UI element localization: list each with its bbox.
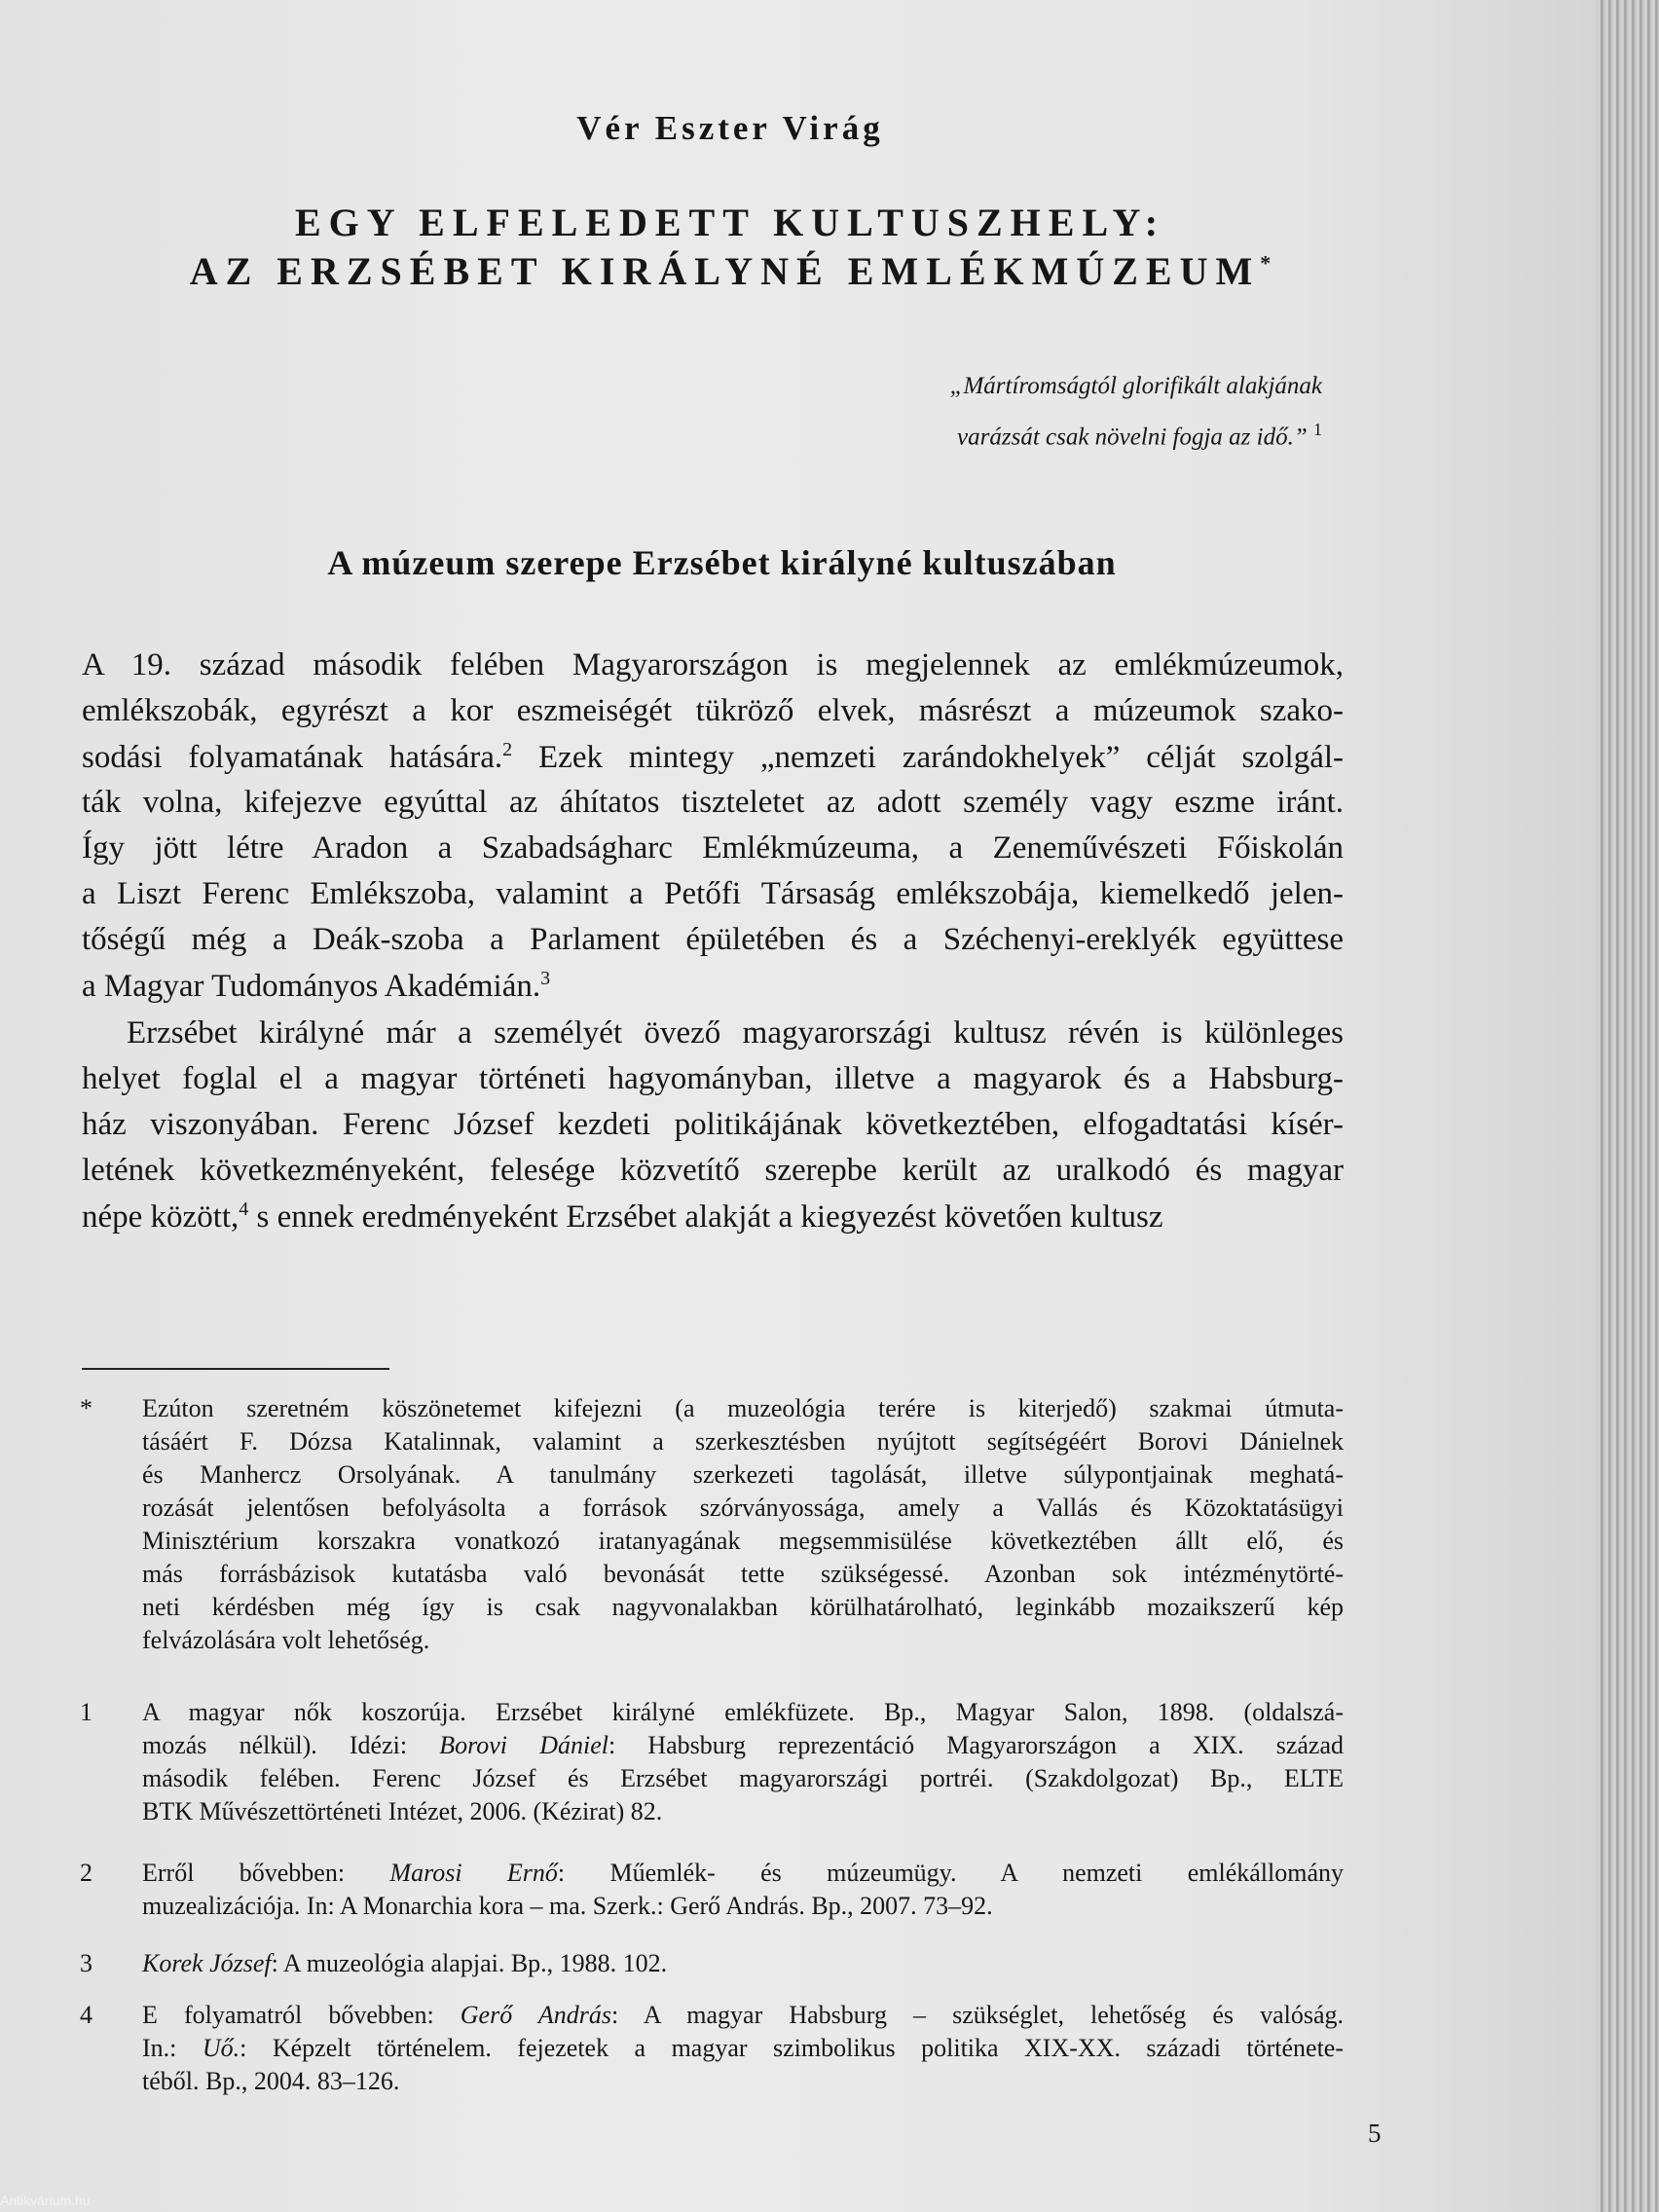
author-name: Vér Eszter Virág <box>576 109 884 147</box>
footnote-line <box>142 1859 1344 1888</box>
text-span: : Képzelt történelem. fejezetek a magyar szimbolikus politika XIX-XX. századi története- <box>240 2034 1344 2062</box>
footnote-line <box>142 2001 1344 2030</box>
text-span: Erzsébet királyné már a személyét övező magyarországi kultusz révén is különleges <box>127 1015 1344 1051</box>
text-span: A magyar nők koszorúja. Erzsébet királyné emlékfüzete. Bp., Magyar Salon, 1898. (oldalszá- <box>142 1698 1344 1726</box>
footnote-line <box>142 1460 1344 1490</box>
text-span: Minisztérium korszakra vonatkozó iratanyagának megsemmisülése következtében állt elő, és <box>142 1527 1344 1555</box>
footnote-ref: 2 <box>502 739 513 760</box>
footnote-line <box>142 1427 1344 1456</box>
text-span: más forrásbázisok kutatásba való bevonását tette szükségessé. Azonban sok intézménytörté- <box>142 1560 1344 1588</box>
title-footnote-mark: * <box>1260 250 1272 276</box>
text-span: a Liszt Ferenc Emlékszoba, valamint a Petőfi Társaság emlékszobája, kiemelkedő jelen- <box>82 876 1344 911</box>
body-line <box>82 968 1344 1005</box>
footnote-line <box>142 1527 1344 1556</box>
text-span: rozását jelentősen befolyásolta a források szórványossága, amely a Vallás és Közoktatásügyi <box>142 1493 1344 1522</box>
article-title-line-2: AZ ERZSÉBET KIRÁLYNÉ EMLÉKMÚZEUM* <box>189 249 1272 293</box>
watermark: Antikvárium.hu <box>0 2193 91 2208</box>
text-span: s ennek eredményeként Erzsébet alakját a kiegyezést követően kultusz <box>248 1199 1163 1235</box>
text-span: mozás nélkül). Idézi: <box>142 1731 440 1759</box>
page-number: 5 <box>1368 2119 1382 2148</box>
footnote-author: Korek József <box>142 1949 272 1977</box>
text-span: Ezúton szeretném köszönetemet kifejezni (a muzeológia terére is kiterjedő) szakmai útmuta- <box>142 1394 1344 1422</box>
text-span: emlékszobák, egyrészt a kor eszmeiségét tükröző elvek, másrészt a múzeumok szako- <box>82 693 1344 728</box>
footnote-ref: 3 <box>540 968 551 989</box>
footnote-line <box>142 1560 1344 1589</box>
footnote-mark: 3 <box>80 1949 92 1977</box>
footnote-line <box>142 1764 1344 1793</box>
body-line <box>82 785 1344 821</box>
body-line <box>82 1153 1344 1189</box>
text-span: ház viszonyában. Ferenc József kezdeti politikájának következtében, elfogadtatási kísér- <box>82 1107 1344 1142</box>
text-span: sodási folyamatának hatására. <box>82 740 503 775</box>
footnote-line <box>142 2034 1344 2063</box>
footnote-mark: 1 <box>80 1698 92 1726</box>
footnote-mark: 2 <box>80 1859 92 1887</box>
text-span: második felében. Ferenc József és Erzsébet magyarországi portréi. (Szakdolgozat) Bp., ELTE <box>142 1764 1344 1792</box>
article-title-line-1: EGY ELFELEDETT KULTUSZHELY: <box>294 201 1166 244</box>
body-line <box>82 739 1344 776</box>
footnote-author: Marosi Ernő <box>389 1859 558 1887</box>
footnote-author: Borovi Dániel <box>439 1731 608 1759</box>
text-span: népe között, <box>82 1199 240 1235</box>
text-span: Így jött létre Aradon a Szabadságharc Emlékmúzeuma, a Zeneművészeti Főiskolán <box>82 830 1344 866</box>
footnote-separator <box>82 1368 389 1370</box>
body-line <box>82 876 1344 912</box>
text-span: A 19. század második felében Magyarországon is megjelennek az emlékmúzeumok, <box>82 647 1344 682</box>
body-line <box>82 1198 1344 1235</box>
footnote-line <box>142 1797 1344 1826</box>
body-line <box>82 693 1344 729</box>
motto-line-2: varázsát csak növelni fogja az idő.” $^1$ <box>957 420 1322 451</box>
body-line <box>82 1061 1344 1097</box>
text-span: és Manhercz Orsolyának. A tanulmány szerkezeti tagolását, illetve súlypontjainak meghatá- <box>142 1460 1344 1489</box>
footnote-line <box>142 1892 1344 1921</box>
text-span: : A muzeológia alapjai. Bp., 1988. 102. <box>271 1949 668 1977</box>
footnote-ref: 4 <box>239 1198 249 1220</box>
page-stack-edge <box>1597 0 1659 2212</box>
text-span: tőségű még a Deák-szoba a Parlament épületében és a Széchenyi-ereklyék együttese <box>82 922 1344 957</box>
text-span: muzealizációja. In: A Monarchia kora – ma. Szerk.: Gerő András. Bp., 2007. 73–92. <box>142 1892 993 1920</box>
text-span: E folyamatról bővebben: <box>142 2001 461 2029</box>
text-span: helyet foglal el a magyar történeti hagyományban, illetve a magyarok és a Habsburg- <box>82 1061 1344 1096</box>
text-span: BTK Művészettörténeti Intézet, 2006. (Kézirat) 82. <box>142 1797 663 1825</box>
body-line <box>82 647 1344 683</box>
body-line <box>127 1015 1344 1051</box>
text-span: : Műemlék- és múzeumügy. A nemzeti emlékállomány <box>557 1859 1344 1887</box>
footnote-line <box>142 1493 1344 1523</box>
footnote-line <box>142 1698 1344 1727</box>
footnote-author: Gerő András <box>460 2001 611 2029</box>
footnote-author: Uő. <box>202 2034 240 2062</box>
footnote-mark: * <box>80 1394 92 1422</box>
footnote-line <box>142 1731 1344 1760</box>
text-span: téből. Bp., 2004. 83–126. <box>142 2067 400 2095</box>
section-heading: A múzeum szerepe Erzsébet királyné kultuszában <box>327 543 1117 582</box>
body-line <box>82 922 1344 958</box>
text-span: felvázolására volt lehetőség. <box>142 1626 430 1654</box>
text-span: tásáért F. Dózsa Katalinnak, valamint a szerkesztésben nyújtott segítségéért Borovi Dánielnek <box>142 1427 1344 1456</box>
body-line <box>82 1107 1344 1143</box>
body-line <box>82 830 1344 866</box>
footnote-line <box>142 1593 1344 1622</box>
text-span: Ezek mintegy „nemzeti zarándokhelyek” célját szolgál- <box>512 740 1344 775</box>
text-span: In.: <box>142 2034 203 2062</box>
footnote-mark: 4 <box>80 2001 92 2029</box>
text-span: neti kérdésben még így is csak nagyvonalakban körülhatárolható, leginkább mozaikszerű kép <box>142 1593 1344 1621</box>
motto-line-1: „Mártíromságtól glorifikált alakjának <box>949 373 1322 399</box>
footnote-line <box>142 1394 1344 1423</box>
text-span: : A magyar Habsburg – szükséglet, lehetőség és valóság. <box>610 2001 1344 2029</box>
footnote-line <box>142 2067 1344 2096</box>
motto-footnote-ref: 1 <box>1313 420 1322 439</box>
text-span: letének következményeként, felesége közvetítő szerepbe került az uralkodó és magyar <box>82 1153 1344 1188</box>
text-span: a Magyar Tudományos Akadémián. <box>82 969 541 1004</box>
text-span: ták volna, kifejezve egyúttal az áhítatos tiszteletet az adott személy vagy eszme iránt. <box>82 785 1344 820</box>
text-span: : Habsburg reprezentáció Magyarországon a XIX. század <box>608 1731 1345 1759</box>
footnote-line <box>142 1949 1344 1978</box>
text-span: Erről bővebben: <box>142 1859 390 1887</box>
footnote-line <box>142 1626 1344 1655</box>
